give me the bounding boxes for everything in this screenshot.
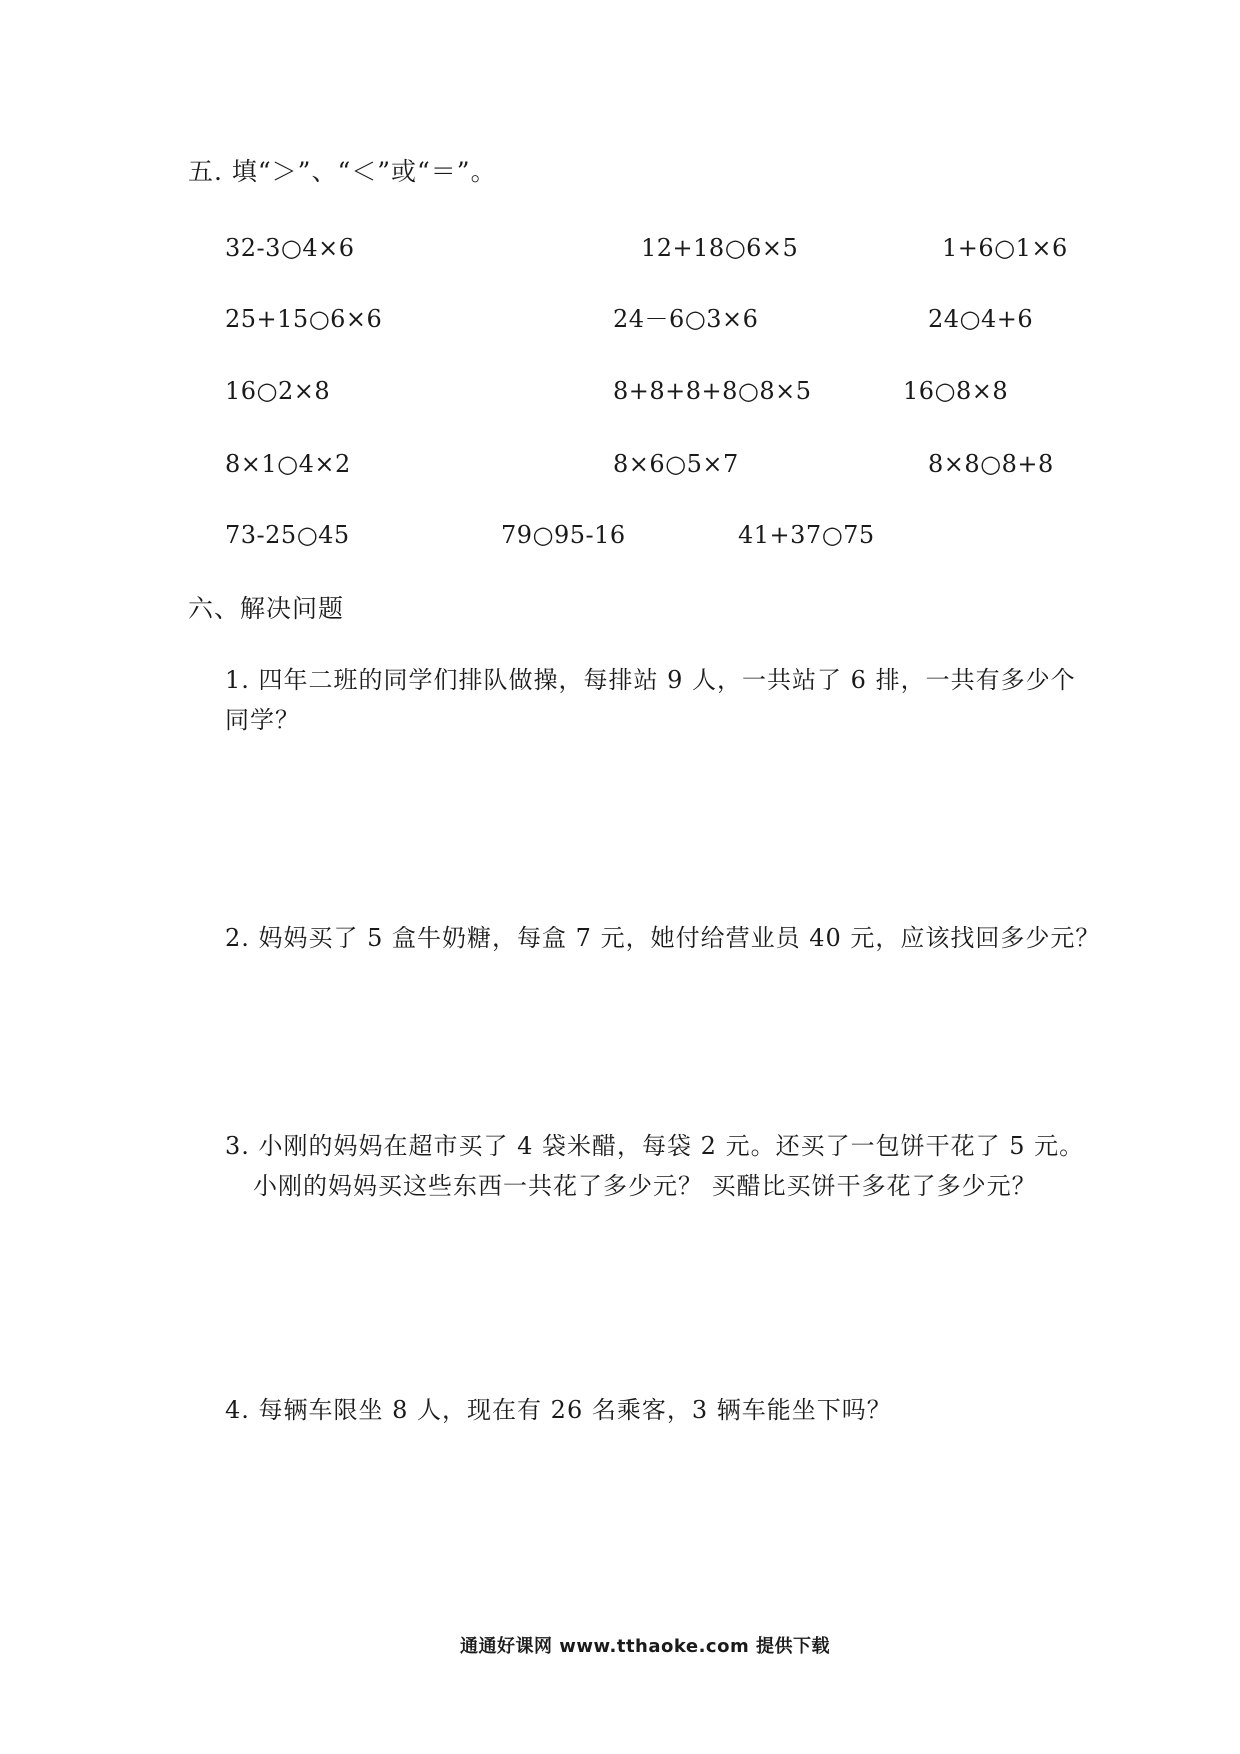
expression-item: 79○95-16	[501, 521, 626, 549]
expression-item: 8+8+8+8○8×5	[613, 377, 812, 405]
expression-item: 8×8○8+8	[928, 450, 1054, 478]
expression-item: 73-25○45	[225, 521, 350, 549]
expression-item: 32-3○4×6	[225, 234, 355, 262]
problem-text: 4. 每辆车限坐 8 人，现在有 26 名乘客，3 辆车能坐下吗？	[225, 1396, 892, 1424]
expression-item: 8×6○5×7	[613, 450, 739, 478]
problem-3	[225, 1126, 1084, 1206]
footer-credit: 通通好课网 www.tthaoke.com 提供下载	[460, 1636, 830, 1657]
expression-item: 25+15○6×6	[225, 305, 383, 333]
problem-text: 2. 妈妈买了 5 盒牛奶糖，每盒 7 元，她付给营业员 40 元，应该找回多少元？	[225, 924, 1101, 952]
problem-text: 3. 小刚的妈妈在超市买了 4 袋米醋，每袋 2 元。还买了一包饼干花了 5 元。	[225, 1132, 1085, 1160]
expression-item: 1+6○1×6	[942, 234, 1068, 262]
expression-item: 24○4+6	[928, 305, 1034, 333]
problem-4	[225, 1390, 892, 1430]
problem-2	[225, 918, 1100, 958]
expression-item: 16○8×8	[903, 377, 1009, 405]
problem-text: 1. 四年二班的同学们排队做操，每排站 9 人，一共站了 6 排，一共有多少个	[225, 666, 1076, 694]
expression-item: 12+18○6×5	[641, 234, 799, 262]
expression-item: 41+37○75	[738, 521, 875, 549]
problem-text: 同学？	[225, 706, 300, 734]
problem-1	[225, 660, 1076, 740]
expression-item: 16○2×8	[225, 377, 331, 405]
expression-item: 24－6○3×6	[613, 305, 759, 333]
section-6-title: 六、解决问题	[188, 594, 345, 623]
section-5-title: 五. 填“＞”、“＜”或“＝”。	[188, 157, 497, 186]
problem-text: 小刚的妈妈买这些东西一共花了多少元？ 买醋比买饼干多花了多少元？	[253, 1172, 1037, 1200]
expression-item: 8×1○4×2	[225, 450, 351, 478]
